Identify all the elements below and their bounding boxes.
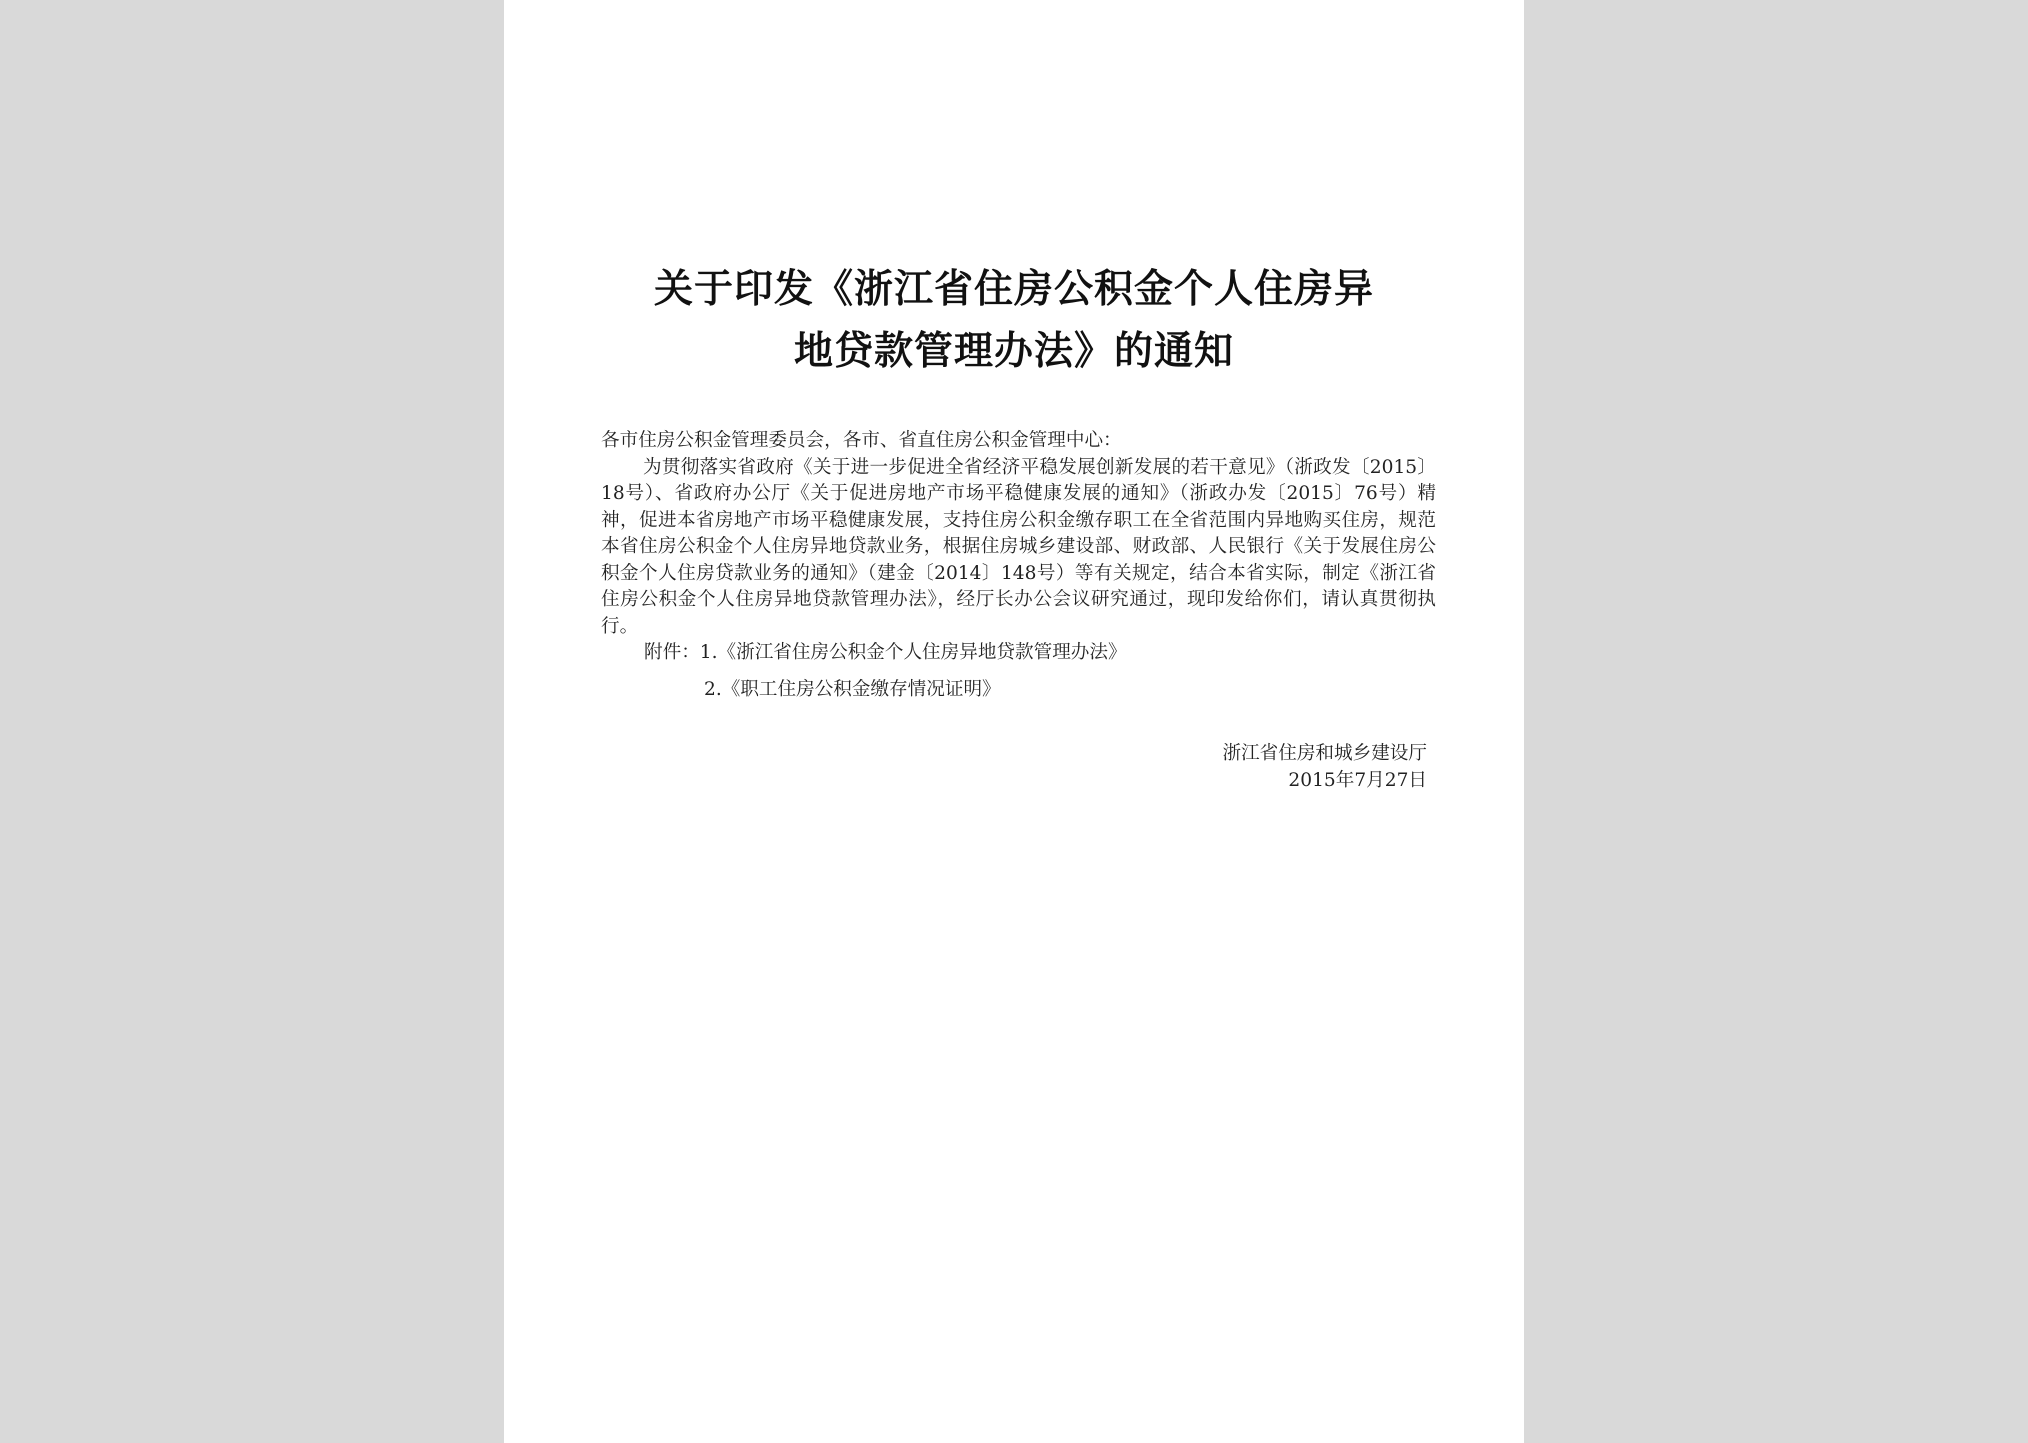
document-title xyxy=(604,258,1424,382)
document-body xyxy=(601,428,1436,640)
document-page xyxy=(504,0,1524,1443)
signature-block xyxy=(1222,740,1427,794)
title-line-1: 关于印发《浙江省住房公积金个人住房异 xyxy=(653,266,1374,312)
issuer: 浙江省住房和城乡建设厅 xyxy=(1222,743,1427,764)
title-line-2: 地贷款管理办法》的通知 xyxy=(793,328,1234,374)
attachment-1: 附件：1.《浙江省住房公积金个人住房异地贷款管理办法》 xyxy=(644,642,1127,663)
salutation: 各市住房公积金管理委员会，各市、省直住房公积金管理中心： xyxy=(601,430,1122,451)
attachment-2: 2.《职工住房公积金缴存情况证明》 xyxy=(704,679,1001,700)
main-paragraph: 为贯彻落实省政府《关于进一步促进全省经济平稳发展创新发展的若干意见》（浙政发〔2015〕18号）、省政府办公厅《关于促进房地产市场平稳健康发展的通知》（浙政办发〔2015〕76号）精神，促进本省房地产市场平稳健康发展，支持住房公积金缴存职工在全省范围内异地购买住房，规范本省住房公积金个人住房异地贷款业务，根据住房城乡建设部、财政部、人民银行《关于发展住房公积金个人住房贷款业务的通知》（建金〔2014〕148号）等有关规定，结合本省实际，制定《浙江省住房公积金个人住房异地贷款管理办法》，经厅长办公会议研究通过，现印发给你们，请认真贯彻执行。 xyxy=(601,456,1436,637)
issue-date: 2015年7月27日 xyxy=(1288,770,1427,791)
